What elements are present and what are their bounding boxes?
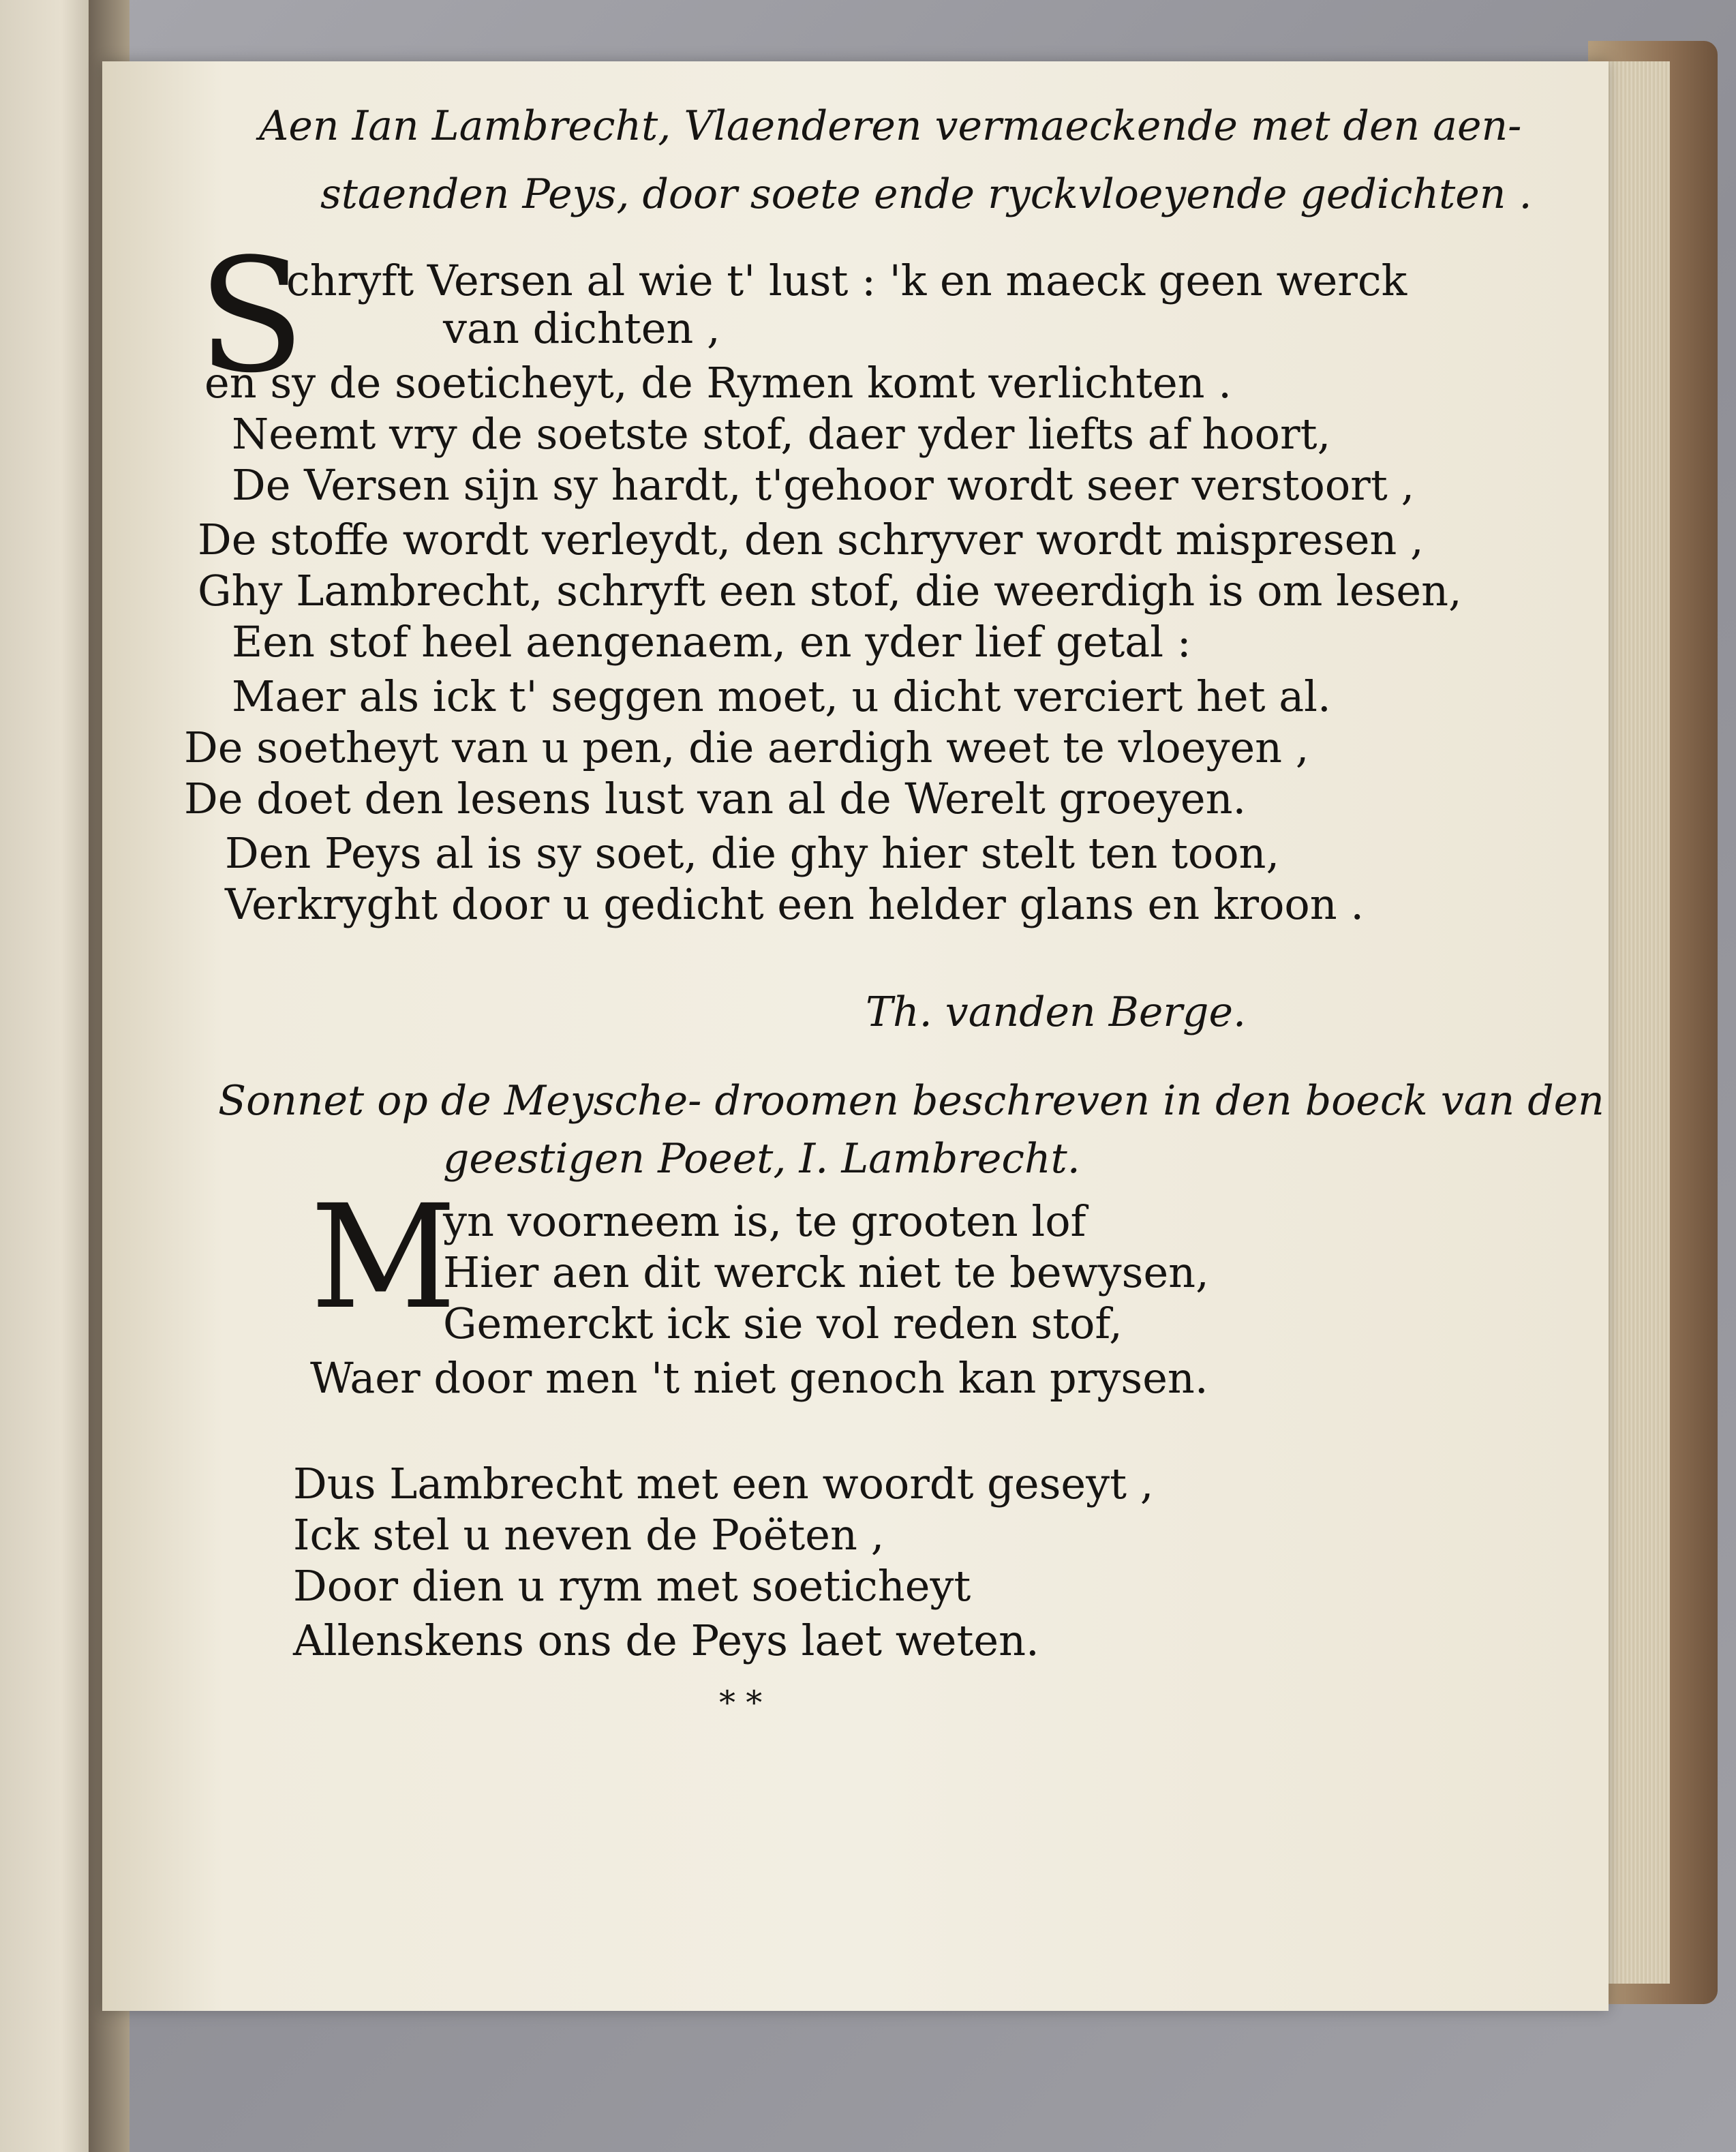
poem1-line-4: Neemt vry de soetste stof, daer yder liefts af hoort, xyxy=(232,409,1331,459)
poem2-stanza2-line-2: Ick stel u neven de Poëten , xyxy=(293,1510,885,1560)
heading1-line1: Aen Ian Lambrecht, Vlaenderen vermaeckende met den aen- xyxy=(259,102,1522,150)
poem2-stanza1-line-4: Waer door men 't niet genoch kan prysen. xyxy=(310,1353,1208,1403)
poem1-line-5: De Versen sijn sy hardt, t'gehoor wordt seer verstoort , xyxy=(232,460,1415,510)
poem1-line-12: Den Peys al is sy soet, die ghy hier stelt ten toon, xyxy=(225,828,1280,878)
poem1-line-9: Maer als ick t' seggen moet, u dicht verciert het al. xyxy=(232,671,1331,721)
poem1-line-6: De stoffe wordt verleydt, den schryver wordt mispresen , xyxy=(198,515,1424,564)
poem1-line-1: chryft Versen al wie t' lust : 'k en maeck geen werck xyxy=(286,256,1407,305)
poem2-stanza2-line-1: Dus Lambrecht met een woordt geseyt , xyxy=(293,1459,1154,1509)
heading2-line1: Sonnet op de Meysche- droomen beschreven in den boeck van den xyxy=(218,1077,1604,1125)
poem1-line-8: Een stof heel aengenaem, en yder lief getal : xyxy=(232,617,1191,667)
book-page xyxy=(102,61,1609,2011)
poem1-line-11: De doet den lesens lust van al de Werelt groeyen. xyxy=(184,774,1247,823)
poem2-stanza1-line-2: Hier aen dit werck niet te bewysen, xyxy=(443,1247,1209,1297)
poem2-stanza1-line-1: yn voorneem is, te grooten lof xyxy=(443,1196,1086,1246)
heading2-line2: geestigen Poeet, I. Lambrecht. xyxy=(443,1135,1080,1183)
poem2-stanza1-line-3: Gemerckt ick sie vol reden stof, xyxy=(443,1299,1123,1348)
poem1-line-7: Ghy Lambrecht, schryft een stof, die weerdigh is om lesen, xyxy=(198,566,1462,616)
left-page-edge xyxy=(0,0,102,2152)
poem2-dropcap: M xyxy=(310,1174,457,1341)
poem2-stanza2-line-4: Allenskens ons de Peys laet weten. xyxy=(293,1616,1039,1665)
poem1-line-10: De soetheyt van u pen, die aerdigh weet te vloeyen , xyxy=(184,723,1309,772)
heading1-line2: staenden Peys, door soete ende ryckvloeyende gedichten . xyxy=(320,170,1532,218)
poem1-dropcap: S xyxy=(198,226,305,408)
poem2-stanza2-line-3: Door dien u rym met soeticheyt xyxy=(293,1561,971,1611)
ornament: * * xyxy=(719,1684,763,1722)
poem1-line-3: en sy de soeticheyt, de Rymen komt verlichten . xyxy=(204,358,1232,408)
poem1-signature: Th. vanden Berge. xyxy=(866,988,1247,1036)
poem1-line-13: Verkryght door u gedicht een helder glans en kroon . xyxy=(225,879,1365,929)
poem1-line-2: van dichten , xyxy=(443,303,720,353)
